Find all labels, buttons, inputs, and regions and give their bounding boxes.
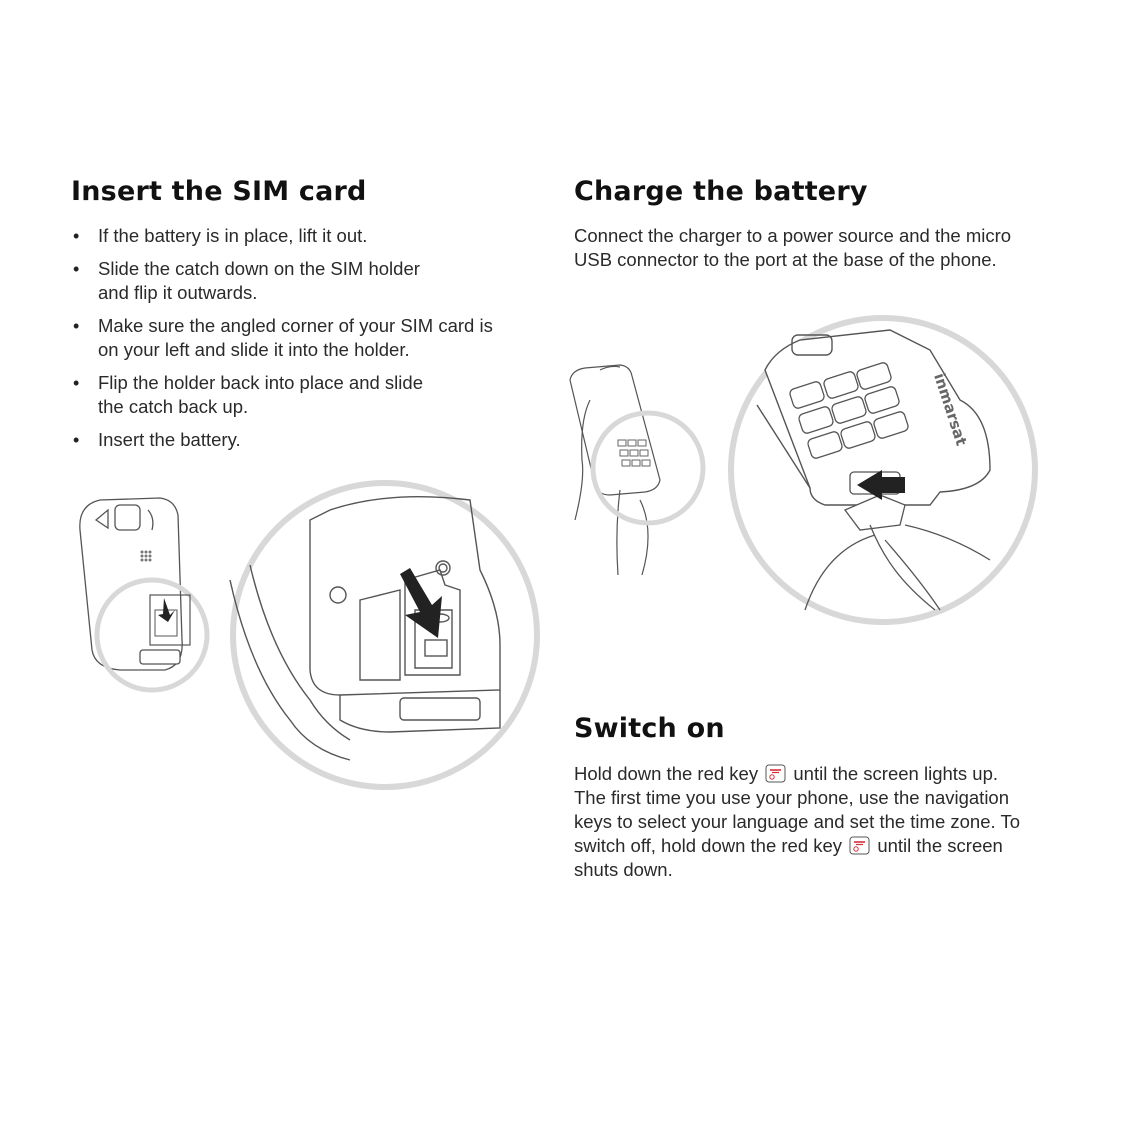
red-end-key-icon xyxy=(765,764,786,783)
switch-on-title: Switch on xyxy=(574,713,725,744)
sim-big-zoom-circle xyxy=(233,483,537,787)
sim-steps-list xyxy=(71,224,501,452)
switch-on-text-part2: until the screen lights up. The first time you use your phone, use the navigation keys to select your language and set the time zone. To switch off, hold down the red key xyxy=(574,763,1020,856)
charge-title: Charge the battery xyxy=(574,176,868,207)
sim-step-5: • Insert the battery. xyxy=(71,428,501,452)
sim-step-4: • Flip the holder back into place and slide the catch back up. xyxy=(71,371,438,419)
sim-step-1: • If the battery is in place, lift it out. xyxy=(71,224,501,248)
switch-on-text xyxy=(574,762,1034,882)
charge-brand-label: inmarsat xyxy=(930,370,971,449)
red-end-key-icon xyxy=(849,836,870,855)
sim-section xyxy=(71,176,511,461)
sim-step-2: • Slide the catch down on the SIM holder and flip it outwards. xyxy=(71,257,428,305)
charge-small-phone xyxy=(570,365,660,575)
switch-on-text-part1: Hold down the red key xyxy=(574,763,759,784)
charge-text: Connect the charger to a power source and the micro USB connector to the port at the base of the phone. xyxy=(574,225,1012,270)
sim-illustration xyxy=(60,470,560,800)
switch-on-text-part3: until the screen shuts down. xyxy=(574,835,1003,880)
sim-step-3: • Make sure the angled corner of your SIM card is on your left and slide it into the holder. xyxy=(71,314,498,362)
charge-illustration xyxy=(560,310,1050,630)
sim-big-arrow-icon xyxy=(400,568,442,638)
sim-title: Insert the SIM card xyxy=(71,176,367,207)
charge-section xyxy=(574,176,1044,272)
switch-on-section xyxy=(574,713,1044,882)
